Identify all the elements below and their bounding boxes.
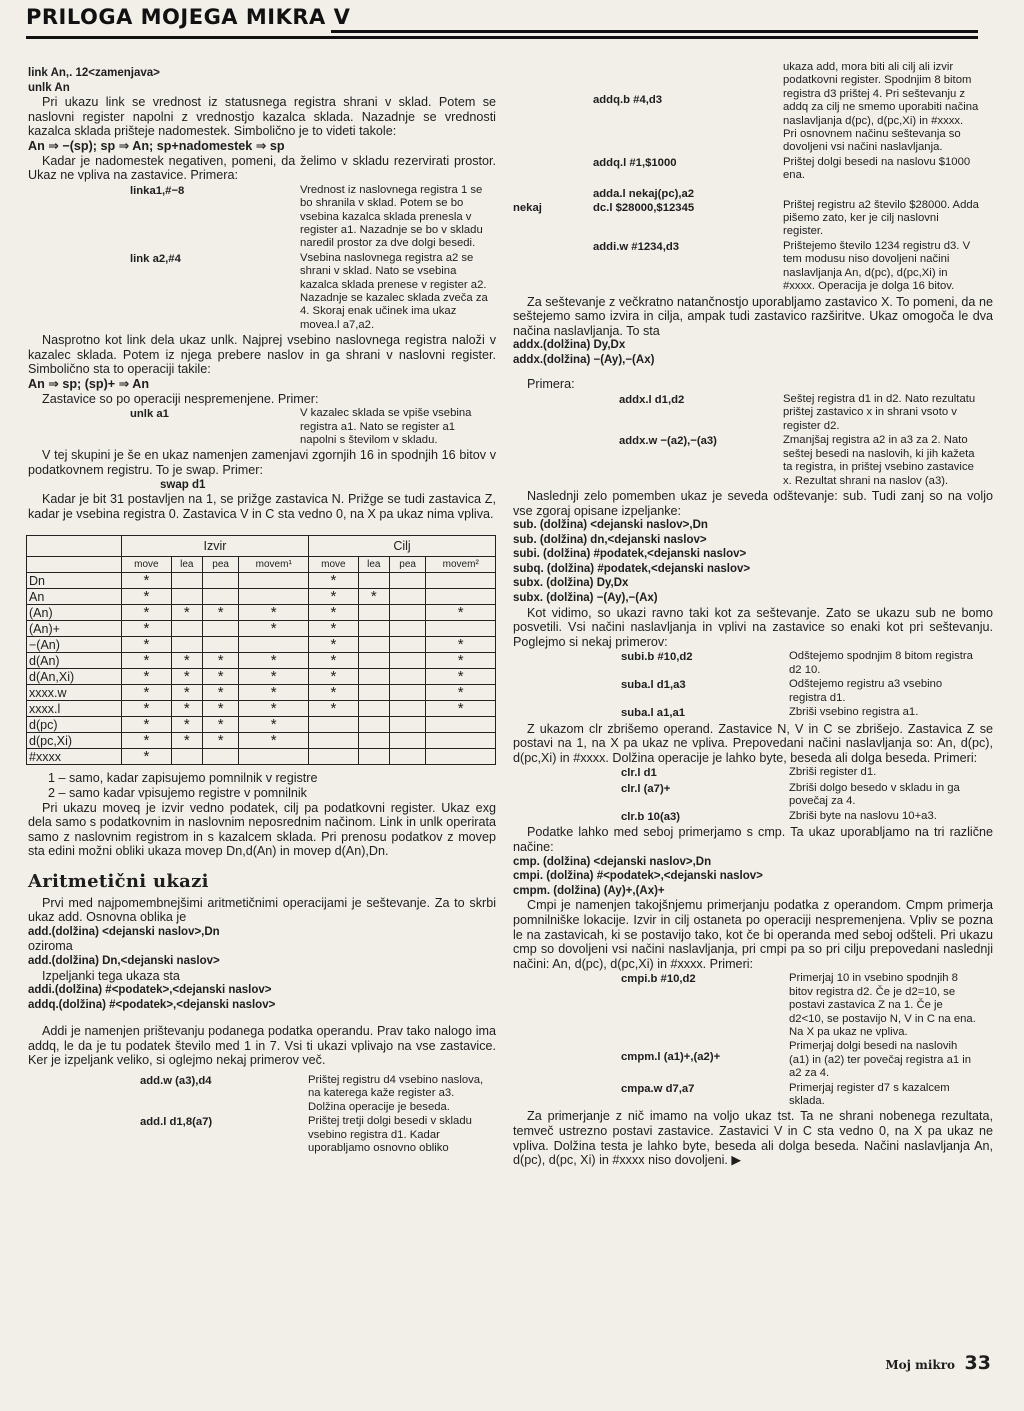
table-cell-mark: *: [202, 685, 239, 701]
example-code: clr.b 10(a3): [621, 810, 681, 823]
table-row-label: xxxx.l: [27, 701, 122, 717]
example-code: suba.l d1,a3: [621, 679, 686, 692]
syntax-form: cmpm. (dolžina) (Ay)+,(Ax)+: [513, 884, 665, 897]
paragraph: V tej skupini je še en ukaz namenjen zamenjavi zgornjih 16 in spodnjih 16 bitov v podatkovnem registru. To je swap. Primer:: [28, 448, 496, 477]
example-desc: Zbriši byte na naslovu 10+a3.: [789, 809, 937, 822]
paragraph: Z ukazom clr zbrišemo operand. Zastavice N, V in C se zbrišejo. Zastavica Z se postavi na 1, na X pa ukaz ne vpliva. Prepovedani načini naslavljanja so: An, d(pc), d(pc,Xi) in #xxxx. Dolžina operacije je lahko byte, beseda ali dolga beseda. Primeri:: [513, 721, 993, 765]
table-cell-mark: [389, 589, 426, 605]
example-code: cmpa.w d7,a7: [621, 1082, 695, 1095]
table-row: [27, 653, 496, 669]
table-cell-mark: *: [122, 749, 172, 765]
table-row: [27, 749, 496, 765]
table-cell-mark: *: [239, 669, 309, 685]
example-code: addi.w #1234,d3: [593, 240, 680, 253]
table-cell-mark: [202, 621, 239, 637]
example-desc: Prištej registru a2 število $28000. Adda pišemo zato, ker je cilj naslovni register.: [783, 198, 979, 238]
table-row-label: (An)+: [27, 621, 122, 637]
table-col: lea: [358, 557, 389, 573]
table-row: [27, 733, 496, 749]
example-code: suba.l a1,a1: [621, 707, 686, 720]
table-row-label: #xxxx: [27, 749, 122, 765]
table-cell-mark: [358, 685, 389, 701]
example-code: cmpi.b #10,d2: [621, 973, 696, 986]
table-cell-mark: *: [202, 669, 239, 685]
paragraph: Za seštevanje z večkratno natančnostjo uporabljamo zastavico X. To pomeni, da ne seštejemo samo izvira in cilja, ampak tudi zastavico razširitve. Ukaz omogoča le dva načina naslavljanja. To sta: [513, 294, 993, 338]
example-label: [513, 156, 593, 183]
table-cell-mark: [171, 621, 202, 637]
table-cell-mark: *: [202, 733, 239, 749]
example-code: addx.l d1,d2: [619, 394, 685, 407]
syntax-form: subx. (dolžina) Dy,Dx: [513, 577, 629, 590]
table-corner: [27, 536, 122, 557]
table-cell-mark: *: [239, 685, 309, 701]
table-cell-mark: [308, 749, 358, 765]
table-cell-mark: *: [239, 701, 309, 717]
table-cell-mark: *: [426, 669, 496, 685]
example-item: [513, 782, 993, 809]
table-cell-mark: [389, 717, 426, 733]
symbolic-formula: An ⇒ sp; (sp)+ ⇒ An: [28, 377, 150, 391]
table-cell-mark: [389, 749, 426, 765]
table-cell-mark: *: [426, 653, 496, 669]
example-item: [513, 393, 993, 433]
example-item: [513, 434, 993, 488]
table-cell-mark: *: [122, 701, 172, 717]
table-cell-mark: *: [308, 669, 358, 685]
table-group-header: [27, 536, 496, 557]
paragraph: Za primerjanje z nič imamo na voljo ukaz tst. Ta ne shrani nobenega rezultata, temveč ustrezno postavi zastavice. Zastavici V in C sta vedno 0, na X pa ukaz ne vpliva. Dolžina testa je lahko byte, beseda ali dolga beseda. Načini naslavljanja An, d(pc), d(pc, Xi) in #xxxx niso dovoljeni. ▶: [513, 1109, 993, 1168]
table-cell-mark: *: [239, 621, 309, 637]
example-item: [513, 240, 993, 294]
table-cell-mark: [202, 589, 239, 605]
table-cell-mark: [426, 733, 496, 749]
table-cell-mark: *: [426, 605, 496, 621]
header-rule-bottom: [26, 36, 978, 39]
table-cell-mark: *: [308, 573, 358, 589]
table-cell-mark: *: [122, 669, 172, 685]
table-cell-mark: *: [239, 653, 309, 669]
example-item: [28, 1074, 496, 1114]
table-cell-mark: *: [308, 621, 358, 637]
table-cell-mark: *: [171, 653, 202, 669]
syntax-form: addq.(dolžina) #<podatek>,<dejanski naslov>: [28, 998, 276, 1011]
example-desc: Zbriši register d1.: [789, 766, 877, 779]
example-code: add.w (a3),d4: [140, 1075, 212, 1088]
table-row-label: d(An): [27, 653, 122, 669]
table-cell-mark: [426, 589, 496, 605]
example-code: cmpm.l (a1)+,(a2)+: [621, 1051, 721, 1064]
text-line: Primera:: [527, 377, 575, 392]
table-cell-mark: [389, 637, 426, 653]
table-row-label: An: [27, 589, 122, 605]
table-row: [27, 637, 496, 653]
example-label: nekaj: [513, 201, 542, 214]
table-cell-mark: *: [122, 573, 172, 589]
table-cell-mark: [358, 573, 389, 589]
syntax-form: subx. (dolžina) −(Ay),−(Ax): [513, 592, 658, 605]
table-cell-mark: [239, 749, 309, 765]
table-row: [27, 589, 496, 605]
paragraph: Kadar je nadomestek negativen, pomeni, da želimo v skladu rezervirati prostor. Ukaz ne vpliva na zastavice. Primera:: [28, 153, 496, 183]
example-desc: Zbriši vsebino registra a1.: [789, 706, 919, 719]
text-line: Izpeljanki tega ukaza sta: [42, 968, 180, 983]
example-item: [28, 1115, 496, 1155]
table-row-label: d(pc): [27, 717, 122, 733]
table-cell-mark: *: [239, 605, 309, 621]
example-code: link a2,#4: [130, 252, 181, 265]
table-cell-mark: [358, 749, 389, 765]
table-cell-mark: [202, 573, 239, 589]
table-cell-mark: [171, 749, 202, 765]
table-col: movem¹: [239, 557, 309, 573]
table-cell-mark: [389, 621, 426, 637]
example-item: [513, 810, 993, 825]
example-desc: Prištej tretji dolgi besedi v skladu vsebino registra d1. Kadar uporabljamo osnovno obliko: [308, 1115, 472, 1155]
header-rule-top: [331, 30, 978, 33]
syntax-form: subi. (dolžina) #podatek,<dejanski naslov>: [513, 548, 747, 561]
paragraph: Prvi med najpomembnejšimi aritmetičnimi operacijami je seštevanje. Za to skrbi ukaz add. Osnovna oblika je: [28, 895, 496, 925]
table-row: [27, 701, 496, 717]
example-code: linka1,#−8: [130, 184, 185, 197]
example-code: adda.l nekaj(pc),a2 dc.l $28000,$12345: [593, 187, 695, 215]
table-cell-mark: [239, 589, 309, 605]
table-cell-mark: *: [202, 701, 239, 717]
paragraph: Kadar je bit 31 postavljen na 1, se prižge zastavica N. Prižge se tudi zastavica Z, kadar je vsebina registra 0. Zastavica V in C sta vedno 0, na X pa ukaz nima vpliva.: [28, 492, 496, 521]
paragraph: Addi je namenjen prištevanju podanega podatka operandu. Prav tako nalogo ima addq, le da je tu podatek število med 1 in 7. Vsi ti ukazi vplivajo na vse zastavice. Ker je izpeljank veliko, si oglejmo nekaj primerov več.: [28, 1024, 496, 1068]
table-cell-mark: [308, 717, 358, 733]
right-column: [513, 60, 993, 1168]
table-cell-mark: [426, 717, 496, 733]
section-title: Aritmetični ukazi: [28, 870, 209, 892]
paragraph: Cmpi je namenjen takojšnjemu primerjanju podatka z operandom. Cmpm primerja pomnilniške lokacije. Izvir in cilj ostaneta po operaciji nespremenjena. Vpliv se pozna le na zastavicah, ki se postavijo tako, kot če bi operanda med seboj odšteli. Pri ukazu cmp so dovoljeni vsi načini naslavljanja, pri cmpi pa so pri cilju prepovedani naslednji načini: An, d(pc), d(pc,Xi) in #xxxx. Primeri:: [513, 898, 993, 971]
table-cell-mark: *: [308, 685, 358, 701]
table-row: [27, 685, 496, 701]
table-cell-mark: *: [202, 605, 239, 621]
example-item: [513, 650, 993, 677]
syntax-form: sub. (dolžina) dn,<dejanski naslov>: [513, 533, 707, 546]
table-cell-mark: [389, 653, 426, 669]
table-cell-mark: *: [239, 733, 309, 749]
text-line: oziroma: [28, 939, 73, 954]
instr-unlk: unlk An: [28, 81, 70, 94]
table-cell-mark: [358, 701, 389, 717]
table-cell-mark: [358, 605, 389, 621]
table-cell-mark: *: [122, 717, 172, 733]
syntax-form: cmpi. (dolžina) #<podatek>,<dejanski naslov>: [513, 870, 763, 883]
table-cell-mark: *: [171, 701, 202, 717]
syntax-form: add.(dolžina) <dejanski naslov>,Dn: [28, 925, 220, 938]
syntax-form: cmp. (dolžina) <dejanski naslov>,Dn: [513, 855, 712, 868]
example-code: addq.l #1,$1000: [593, 156, 677, 169]
syntax-form: add.(dolžina) Dn,<dejanski naslov>: [28, 954, 220, 967]
table-cell-mark: [389, 685, 426, 701]
example-desc: Prištej dolgi besedi na naslovu $1000 ena.: [783, 155, 971, 182]
table-col: movem²: [426, 557, 496, 573]
example-desc: Zmanjšaj registra a2 in a3 za 2. Nato seštej besedi na naslovih, ki jih kažeta ta registra, in prištej vsebino zastavice x. Rezultat shrani na naslov (a3).: [783, 434, 975, 487]
table-cell-mark: [202, 637, 239, 653]
example-code: subi.b #10,d2: [621, 651, 693, 664]
example-desc: Prištejemo število 1234 registru d3. V tem modusu niso dovoljeni načini naslavljanja An, d(pc), d(pc,Xi) in #xxxx. Operacija je dolga 16 bitov.: [783, 239, 971, 293]
table-cell-mark: [389, 605, 426, 621]
table-cell-mark: [202, 749, 239, 765]
table-row-label: xxxx.w: [27, 685, 122, 701]
example-item: [513, 766, 993, 781]
paragraph: Podatke lahko med seboj primerjamo s cmp. Ta ukaz uporabljamo na tri različne načine:: [513, 825, 993, 855]
table-col: lea: [171, 557, 202, 573]
table-cell-mark: [389, 669, 426, 685]
table-cell-mark: [358, 621, 389, 637]
table-col: move: [122, 557, 172, 573]
paragraph: Naslednji zelo pomemben ukaz je seveda odštevanje: sub. Tudi zanj so na voljo vse zgoraj opisane izpeljanke:: [513, 488, 993, 518]
table-cell-mark: [239, 637, 309, 653]
example-label: [513, 61, 593, 155]
table-cell-mark: [358, 637, 389, 653]
table-cell-mark: *: [308, 637, 358, 653]
example-desc: Odštejemo spodnjim 8 bitom registra d2 10.: [789, 650, 973, 676]
paragraph: Pri ukazu link se vrednost iz statusnega registra shrani v sklad. Potem se naslovni register napolni z vrednostjo kazalca sklada. Nazadnje se vrednosti kazalca sklada prišteje nadomestek. Simbolično je to videti takole:: [28, 95, 496, 139]
addressing-mode-table: [26, 535, 496, 765]
example-item: [513, 61, 993, 155]
table-col: pea: [202, 557, 239, 573]
page-header: [26, 5, 978, 42]
example-desc: ukaza add, mora biti ali cilj ali izvir podatkovni register. Spodnjim 8 bitom registra d3 prištej 4. Pri seštevanju z addq za cilj ne smemo uporabiti načina naslavljanja d(pc), d(pc,Xi) in #xxxx. Pri osnovnem načinu seštevanja so dovoljeni vsi načini naslavljanja.: [783, 61, 979, 154]
table-cell-mark: *: [426, 637, 496, 653]
example-label: [513, 240, 593, 294]
page-title: PRILOGA MOJEGA MIKRA V: [26, 5, 351, 29]
magazine-name: Moj mikro: [885, 1358, 956, 1372]
table-cell-mark: *: [202, 717, 239, 733]
table-cell-mark: *: [202, 653, 239, 669]
paragraph: Nasprotno kot link dela ukaz unlk. Najprej vsebino naslovnega registra naloži v kazalec sklada. Potem iz njega prebere naslov in ga shrani v naslovni register. Simbolično sta to operaciji takile:: [28, 333, 496, 377]
example-desc: Primerjaj dolgi besedi na naslovih (a1) in (a2) ter povečaj registra a1 in a2 za 4.: [789, 1040, 972, 1080]
example-desc: Odštejemo registru a3 vsebino registra d1.: [789, 678, 943, 704]
table-cell-mark: [426, 621, 496, 637]
table-row: [27, 717, 496, 733]
table-row-label: −(An): [27, 637, 122, 653]
example-item: [513, 706, 993, 721]
syntax-form: addi.(dolžina) #<podatek>,<dejanski naslov>: [28, 984, 272, 997]
table-cell-mark: *: [122, 685, 172, 701]
table-cell-mark: *: [171, 669, 202, 685]
example-item: [513, 156, 993, 183]
example-code: add.l d1,8(a7): [140, 1116, 213, 1129]
table-cell-mark: [358, 717, 389, 733]
table-cell-mark: [389, 733, 426, 749]
example-code: addx.w −(a2),−(a3): [619, 435, 717, 448]
example-item: [28, 407, 496, 447]
table-cell-mark: *: [122, 605, 172, 621]
example-item: [28, 252, 496, 332]
table-row-label: Dn: [27, 573, 122, 589]
example-item: [513, 187, 993, 239]
table-cell-mark: [389, 573, 426, 589]
table-row-label: d(An,Xi): [27, 669, 122, 685]
example-code: unlk a1: [130, 408, 169, 421]
table-cell-mark: *: [122, 637, 172, 653]
table-cell-mark: [426, 749, 496, 765]
table-column-header: [27, 557, 496, 573]
table-cell-mark: [358, 733, 389, 749]
table-cell-mark: [426, 573, 496, 589]
example-item: [513, 1082, 993, 1109]
table-cell-mark: *: [122, 589, 172, 605]
table-cell-mark: [358, 653, 389, 669]
table-row: [27, 621, 496, 637]
table-row: [27, 605, 496, 621]
instr-link: link An,. 12<zamenjava>: [28, 67, 160, 79]
table-col: pea: [389, 557, 426, 573]
example-item: [513, 678, 993, 705]
table-group-source: Izvir: [122, 536, 309, 557]
left-column: [28, 66, 496, 1157]
table-cell-mark: *: [308, 653, 358, 669]
table-cell-mark: *: [426, 685, 496, 701]
example-desc: Vrednost iz naslovnega registra 1 se bo shranila v sklad. Potem se bo vsebina kazalca sklada prenesla v register a1. Nazadnje se bo v skladu naredil prostor za dve dolgi besedi.: [300, 183, 483, 250]
table-row-label: d(pc,Xi): [27, 733, 122, 749]
paragraph: Kot vidimo, so ukazi ravno taki kot za seštevanje. Zato se ukazu sub ne bomo posvetili. Vsi načini naslavljanja in vplivi na zastavice so enaki kot pri seštevanju. Poglejmo si nekaj primerov:: [513, 605, 993, 649]
example-desc: Vsebina naslovnega registra a2 se shrani v sklad. Nato se vsebina kazalca sklada prenese v register a2. Nazadnje se kazalec sklada zveča za 4. Skoraj enak učinek ima ukaz movea.l a7,a2.: [300, 251, 488, 331]
example-code: clr.l (a7)+: [621, 783, 671, 796]
table-cell-mark: *: [308, 589, 358, 605]
example-desc: Primerjaj 10 in vsebino spodnjih 8 bitov registra d2. Če je d2=10, se postavi zastavica Z na 1. Če je d2<10, se postavijo N, V in C na ena. Na X pa ukaz ne vpliva.: [789, 972, 976, 1038]
example-code: clr.l d1: [621, 767, 657, 780]
example-desc: Prištej registru d4 vsebino naslova, na katerega kaže register a3. Dolžina operacije je beseda.: [308, 1074, 484, 1113]
table-cell-mark: [358, 669, 389, 685]
table-cell-mark: [171, 637, 202, 653]
example-desc: V kazalec sklada se vpiše vsebina registra a1. Nato se register a1 napolni s številom v skladu.: [300, 407, 472, 446]
example-code: addq.b #4,d3: [593, 94, 663, 106]
table-footnote: 1 – samo, kadar zapisujemo pomnilnik v registre: [48, 771, 318, 786]
example-desc: Seštej registra d1 in d2. Nato rezultatu prištej zastavico x in shrani vsoto v register d2.: [783, 393, 976, 432]
table-row: [27, 669, 496, 685]
swap-example: swap d1: [160, 478, 206, 491]
table-cell-mark: *: [122, 621, 172, 637]
example-desc: Primerjaj register d7 s kazalcem sklada.: [789, 1081, 950, 1108]
syntax-form: addx.(dolžina) Dy,Dx: [513, 339, 626, 352]
syntax-form: addx.(dolžina) −(Ay),−(Ax): [513, 353, 655, 366]
example-item: [28, 184, 496, 251]
table-col: move: [308, 557, 358, 573]
table-cell-mark: *: [308, 605, 358, 621]
table-row-label: (An): [27, 605, 122, 621]
table-cell-mark: [171, 589, 202, 605]
example-desc: Zbriši dolgo besedo v skladu in ga povečaj za 4.: [789, 782, 960, 808]
paragraph: Zastavice so po operaciji nespremenjene. Primer:: [42, 391, 319, 406]
page-number: 33: [964, 1352, 991, 1374]
table-cell-mark: *: [358, 589, 389, 605]
table-cell-mark: *: [171, 685, 202, 701]
table-cell-mark: *: [122, 733, 172, 749]
table-cell-mark: [171, 573, 202, 589]
paragraph: Pri ukazu moveq je izvir vedno podatek, cilj pa podatkovni register. Ukaz exg dela samo s podatkovnim in naslovnim neposrednim načinom. Link in unlk operirata samo z naslovnim registrom in s kazalcem sklada. Pri prenosu podatkov z movep sta edini možni obliki ukaza movep Dn,d(An) in movep d(An),Dn.: [28, 800, 496, 859]
table-cell-mark: *: [239, 717, 309, 733]
syntax-form: subq. (dolžina) #podatek,<dejanski naslov>: [513, 562, 751, 575]
table-cell-mark: *: [122, 653, 172, 669]
page-footer: [885, 1352, 991, 1374]
table-cell-mark: *: [171, 605, 202, 621]
table-cell-mark: *: [308, 701, 358, 717]
table-group-destination: Cilj: [308, 536, 495, 557]
table-cell-mark: [389, 701, 426, 717]
example-item: [513, 972, 993, 1039]
symbolic-formula: An ⇒ −(sp); sp ⇒ An; sp+nadomestek ⇒ sp: [28, 138, 285, 153]
table-cell-mark: *: [171, 733, 202, 749]
table-corner: [27, 557, 122, 573]
syntax-form: sub. (dolžina) <dejanski naslov>,Dn: [513, 519, 708, 532]
table-cell-mark: *: [171, 717, 202, 733]
table-cell-mark: [308, 733, 358, 749]
table-cell-mark: *: [426, 701, 496, 717]
table-cell-mark: [239, 573, 309, 589]
table-body: [27, 573, 496, 765]
table-footnote: 2 – samo kadar vpisujemo registre v pomnilnik: [48, 785, 307, 800]
table-row: [27, 573, 496, 589]
example-item: [513, 1040, 993, 1080]
